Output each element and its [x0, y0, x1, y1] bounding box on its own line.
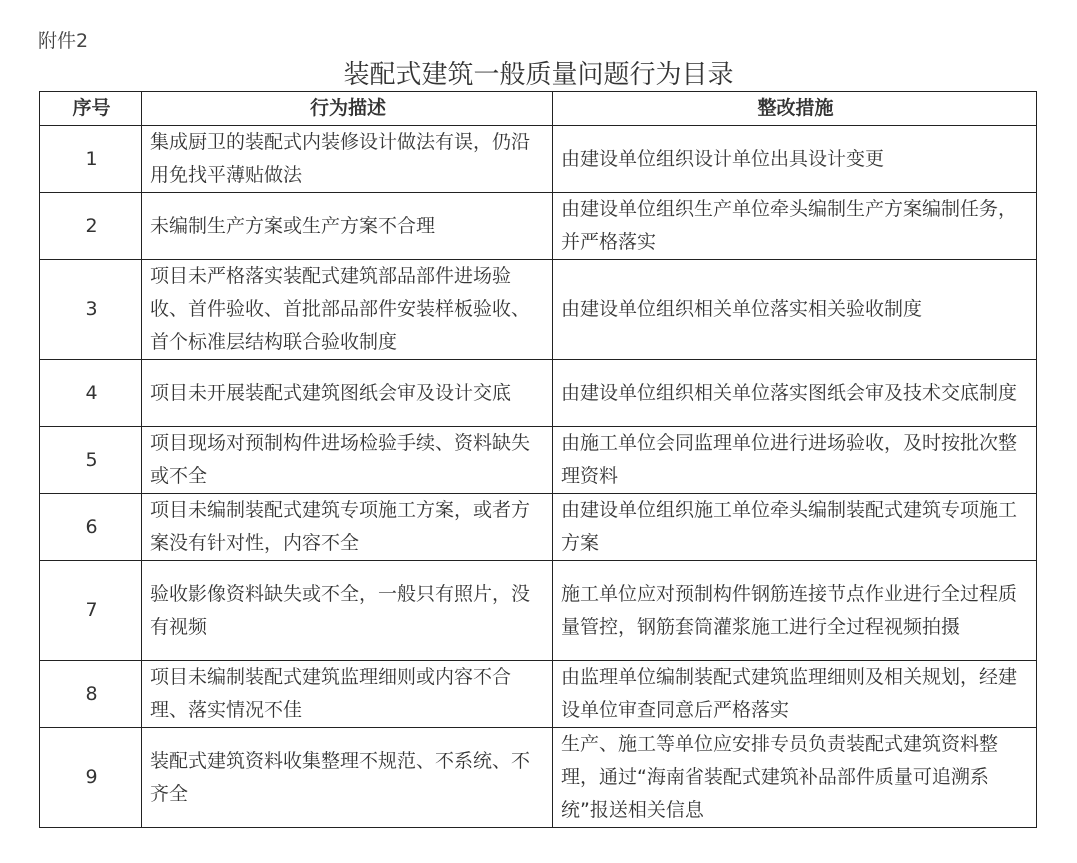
- row-number: 3: [40, 260, 142, 360]
- table-row: [40, 126, 1037, 193]
- row-remedy: 由监理单位编制装配式建筑监理细则及相关规划，经建设单位审查同意后严格落实: [553, 661, 1037, 728]
- header-remedy: 整改措施: [553, 92, 1037, 126]
- row-remedy: 由施工单位会同监理单位进行进场验收，及时按批次整理资料: [553, 427, 1037, 494]
- row-number: 5: [40, 427, 142, 494]
- row-remedy: 由建设单位组织施工单位牵头编制装配式建筑专项施工方案: [553, 494, 1037, 561]
- row-description: 项目未严格落实装配式建筑部品部件进场验收、首件验收、首批部品部件安装样板验收、首个标准层结构联合验收制度: [142, 260, 553, 360]
- row-description: 项目未编制装配式建筑监理细则或内容不合理、落实情况不佳: [142, 661, 553, 728]
- row-number: 4: [40, 360, 142, 427]
- table-row: [40, 728, 1037, 828]
- row-number: 8: [40, 661, 142, 728]
- document-title: 装配式建筑一般质量问题行为目录: [343, 60, 734, 90]
- table-row: [40, 427, 1037, 494]
- row-description: 项目未编制装配式建筑专项施工方案，或者方案没有针对性，内容不全: [142, 494, 553, 561]
- row-number: 6: [40, 494, 142, 561]
- row-number: 7: [40, 561, 142, 661]
- table-row: [40, 494, 1037, 561]
- table-row: [40, 260, 1037, 360]
- header-description: 行为描述: [142, 92, 553, 126]
- table-row: [40, 661, 1037, 728]
- header-number: 序号: [40, 92, 142, 126]
- table-row: [40, 360, 1037, 427]
- row-remedy: 由建设单位组织设计单位出具设计变更: [553, 126, 1037, 193]
- row-number: 9: [40, 728, 142, 828]
- table-header-row: [40, 92, 1037, 126]
- attachment-label: 附件2: [38, 30, 89, 52]
- row-description: 装配式建筑资料收集整理不规范、不系统、不齐全: [142, 728, 553, 828]
- row-remedy: 由建设单位组织相关单位落实相关验收制度: [553, 260, 1037, 360]
- row-description: 未编制生产方案或生产方案不合理: [142, 193, 553, 260]
- row-description: 项目现场对预制构件进场检验手续、资料缺失或不全: [142, 427, 553, 494]
- row-remedy: 生产、施工等单位应安排专员负责装配式建筑资料整理，通过“海南省装配式建筑补品部件质量可追溯系统”报送相关信息: [553, 728, 1037, 828]
- row-description: 项目未开展装配式建筑图纸会审及设计交底: [142, 360, 553, 427]
- row-remedy: 由建设单位组织相关单位落实图纸会审及技术交底制度: [553, 360, 1037, 427]
- issue-table: [39, 91, 1037, 828]
- table-row: [40, 561, 1037, 661]
- table-row: [40, 193, 1037, 260]
- row-remedy: 由建设单位组织生产单位牵头编制生产方案编制任务，并严格落实: [553, 193, 1037, 260]
- row-number: 1: [40, 126, 142, 193]
- row-remedy: 施工单位应对预制构件钢筋连接节点作业进行全过程质量管控，钢筋套筒灌浆施工进行全过程视频拍摄: [553, 561, 1037, 661]
- row-description: 验收影像资料缺失或不全，一般只有照片，没有视频: [142, 561, 553, 661]
- row-description: 集成厨卫的装配式内装修设计做法有误，仍沿用免找平薄贴做法: [142, 126, 553, 193]
- row-number: 2: [40, 193, 142, 260]
